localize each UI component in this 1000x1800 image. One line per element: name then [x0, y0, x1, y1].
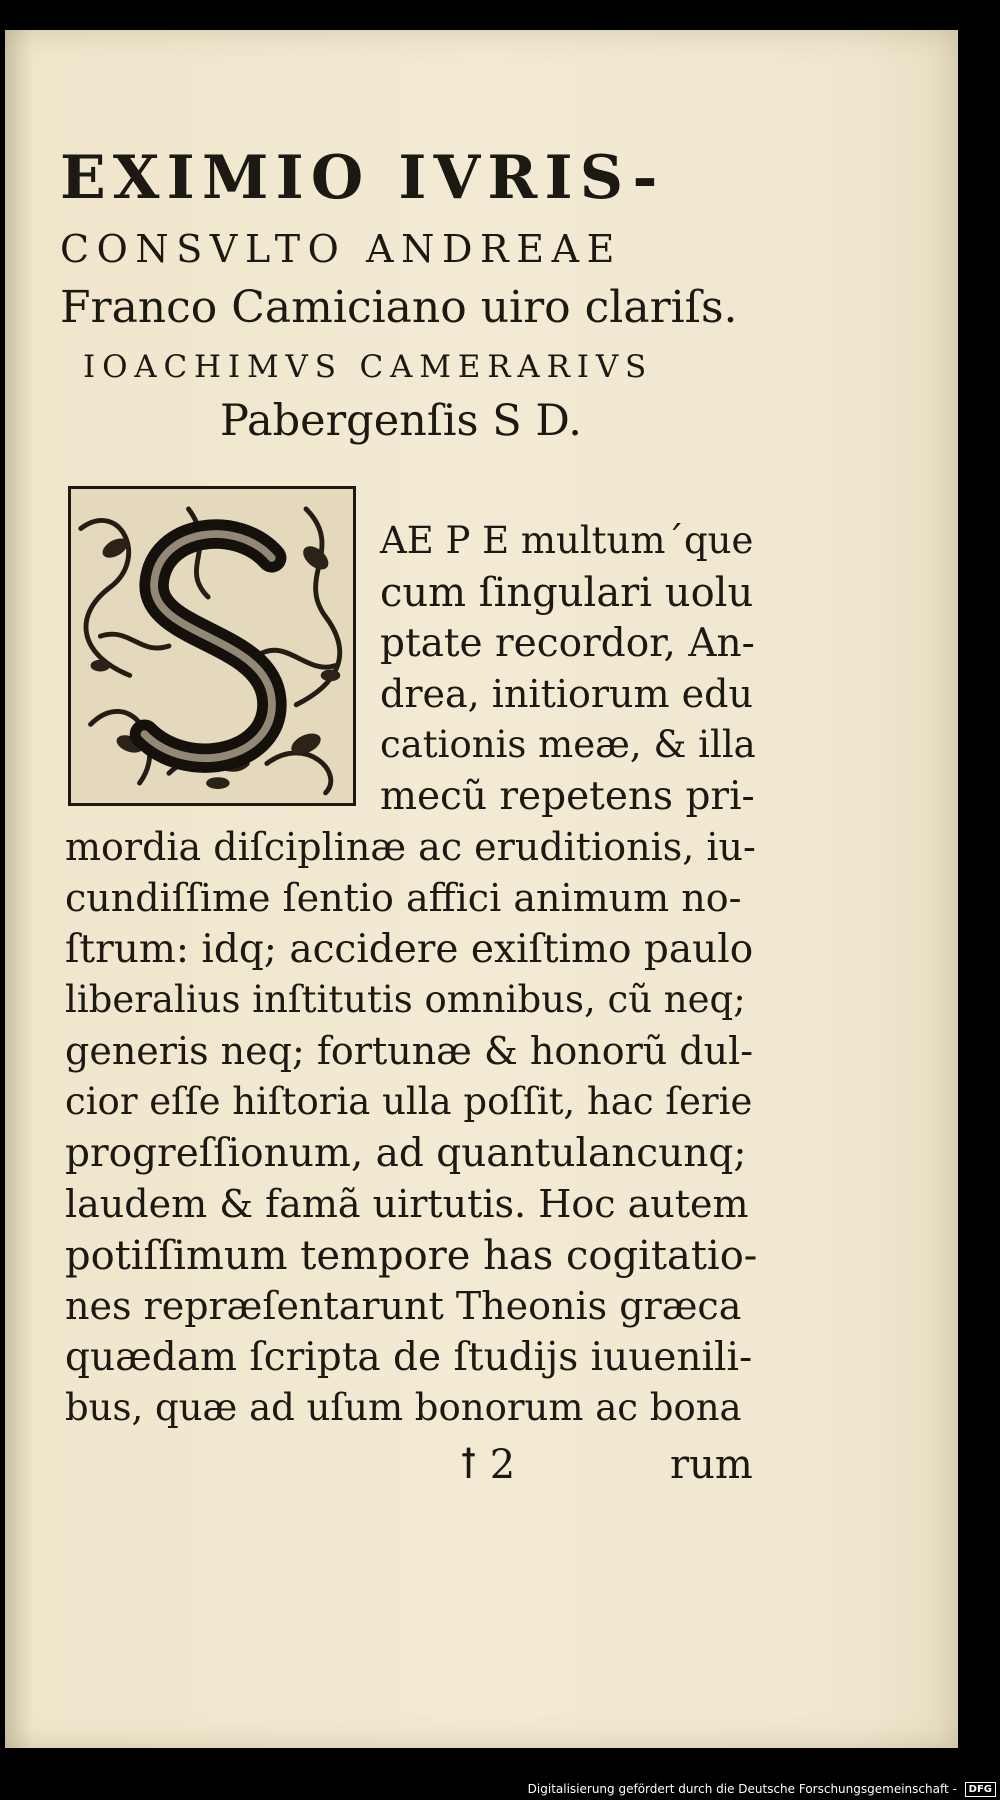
heading-line-1: EXIMIO IVRIS- [60, 143, 665, 213]
book-page [5, 30, 958, 1748]
credit-text: Digitalisierung gefördert durch die Deutsche Forschungsgemeinschaft - [527, 1782, 957, 1796]
text-line: drea, initiorum edu [380, 672, 753, 716]
heading-line-3: Franco Camiciano uiro clariſs. [60, 282, 738, 333]
text-line: mordia diſciplinæ ac eruditionis, iu- [65, 825, 756, 869]
catchword: rum [670, 1442, 753, 1488]
text-line: bus, quæ ad uſum bonorum ac bona [65, 1386, 742, 1429]
text-line: cior eſſe hiſtoria ulla poſſit, hac ſerie [65, 1080, 753, 1123]
text-line: mecũ repetens pri- [380, 774, 755, 819]
heading-line-4: IOACHIMVS CAMERARIVS [83, 349, 654, 385]
foliage-ornament-icon [71, 489, 353, 803]
text-line: nes repræſentarunt Theonis græca [65, 1284, 742, 1328]
text-line: AE P E multum´que [380, 519, 754, 562]
text-line: cundiſſime ſentio affici animum no- [65, 876, 742, 920]
text-line: ſtrum: idq; accidere exiſtimo paulo [65, 927, 754, 972]
dfg-logo: DFG [965, 1782, 996, 1797]
signature-mark: ꝉ 2 [460, 1442, 516, 1488]
text-line: quædam ſcripta de ſtudijs iuuenili- [65, 1335, 753, 1380]
heading-line-2: CONSVLTO ANDREAE [60, 227, 622, 271]
text-line: cum ſingulari uolu [380, 570, 754, 616]
heading-line-5: Pabergenſis S D. [220, 396, 582, 446]
text-line: ptate recordor, An- [380, 621, 755, 666]
text-line: potiſſimum tempore has cogitatio- [65, 1233, 758, 1279]
text-line: progreſſionum, ad quantulancunq; [65, 1131, 747, 1176]
text-line: cationis meæ, & illa [380, 723, 756, 766]
text-line: liberalius inſtitutis omnibus, cũ neq; [65, 978, 746, 1021]
digitization-credit [528, 1782, 996, 1797]
text-line: laudem & famã uirtutis. Hoc autem [65, 1182, 749, 1226]
decorated-initial [68, 486, 356, 806]
text-line: generis neq; fortunæ & honorũ dul- [65, 1029, 754, 1073]
